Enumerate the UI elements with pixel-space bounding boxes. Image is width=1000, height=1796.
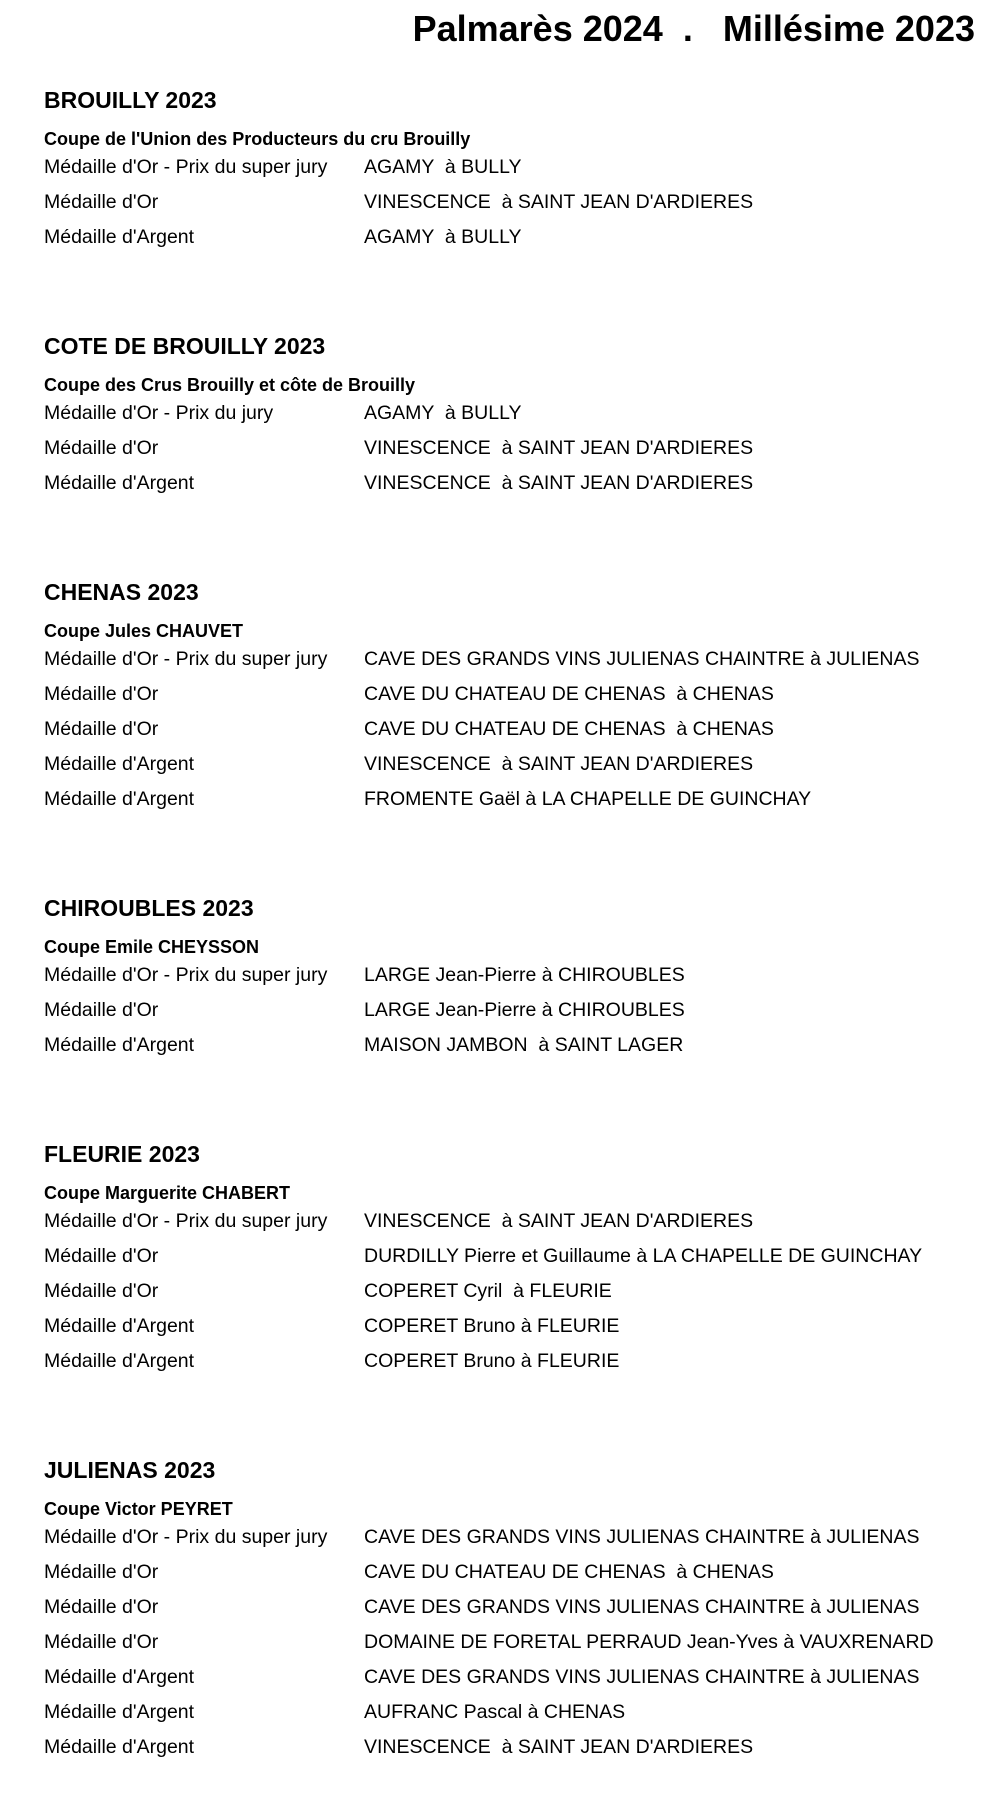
award-label: Médaille d'Or - Prix du super jury <box>44 1526 328 1548</box>
award-winner: LARGE Jean-Pierre à CHIROUBLES <box>364 964 685 986</box>
award-row <box>44 1346 974 1381</box>
award-row <box>44 222 974 257</box>
award-label: Médaille d'Or <box>44 191 159 213</box>
award-row <box>44 433 974 468</box>
award-label: Médaille d'Or - Prix du super jury <box>44 648 328 670</box>
award-winner: CAVE DU CHATEAU DE CHENAS à CHENAS <box>364 1561 774 1583</box>
award-label: Médaille d'Or - Prix du super jury <box>44 156 328 178</box>
cup-title: Coupe Victor PEYRET <box>44 1499 233 1519</box>
award-label: Médaille d'Argent <box>44 1350 195 1372</box>
award-winner: VINESCENCE à SAINT JEAN D'ARDIERES <box>364 1210 754 1232</box>
award-label: Médaille d'Or <box>44 999 159 1021</box>
award-winner: VINESCENCE à SAINT JEAN D'ARDIERES <box>364 437 754 459</box>
appellation-section-chiroubles <box>44 888 974 1134</box>
cup-title: Coupe de l'Union des Producteurs du cru Brouilly <box>44 129 471 149</box>
award-label: Médaille d'Argent <box>44 788 195 810</box>
award-winner: AGAMY à BULLY <box>364 226 522 248</box>
award-winner: DOMAINE DE FORETAL PERRAUD Jean-Yves à VAUXRENARD <box>364 1631 934 1653</box>
award-winner: VINESCENCE à SAINT JEAN D'ARDIERES <box>364 191 754 213</box>
cup-title: Coupe des Crus Brouilly et côte de Brouilly <box>44 375 416 395</box>
award-winner: COPERET Bruno à FLEURIE <box>364 1350 620 1372</box>
award-winner: CAVE DES GRANDS VINS JULIENAS CHAINTRE à JULIENAS <box>364 1526 920 1548</box>
award-winner: MAISON JAMBON à SAINT LAGER <box>364 1034 684 1056</box>
award-label: Médaille d'Or - Prix du super jury <box>44 1210 328 1232</box>
award-row <box>44 1522 974 1557</box>
section-title: BROUILLY 2023 <box>44 87 217 113</box>
award-label: Médaille d'Or <box>44 1245 159 1267</box>
award-row <box>44 1241 974 1276</box>
award-label: Médaille d'Argent <box>44 1315 195 1337</box>
award-row <box>44 1311 974 1346</box>
award-label: Médaille d'Or <box>44 1631 159 1653</box>
award-row <box>44 152 974 187</box>
award-label: Médaille d'Argent <box>44 472 195 494</box>
award-row <box>44 1557 974 1592</box>
award-row <box>44 1662 974 1697</box>
section-title: FLEURIE 2023 <box>44 1141 200 1167</box>
award-winner: DURDILLY Pierre et Guillaume à LA CHAPELLE DE GUINCHAY <box>364 1245 923 1267</box>
award-row <box>44 468 974 503</box>
award-row <box>44 1697 974 1732</box>
award-row <box>44 1627 974 1662</box>
award-winner: VINESCENCE à SAINT JEAN D'ARDIERES <box>364 472 754 494</box>
appellation-section-chenas <box>44 572 974 888</box>
award-winner: AGAMY à BULLY <box>364 156 522 178</box>
award-winner: LARGE Jean-Pierre à CHIROUBLES <box>364 999 685 1021</box>
award-row <box>44 960 974 995</box>
award-winner: COPERET Bruno à FLEURIE <box>364 1315 620 1337</box>
award-label: Médaille d'Argent <box>44 1701 195 1723</box>
award-row <box>44 187 974 222</box>
award-label: Médaille d'Or <box>44 437 159 459</box>
results-list <box>44 80 974 1758</box>
award-row <box>44 1030 974 1065</box>
award-row <box>44 1732 974 1767</box>
award-winner: COPERET Cyril à FLEURIE <box>364 1280 612 1302</box>
award-row <box>44 1206 974 1241</box>
appellation-section-fleurie <box>44 1134 974 1450</box>
award-row <box>44 1592 974 1627</box>
award-winner: AUFRANC Pascal à CHENAS <box>364 1701 626 1723</box>
award-row <box>44 398 974 433</box>
award-label: Médaille d'Or <box>44 718 159 740</box>
award-row <box>44 784 974 819</box>
award-row <box>44 644 974 679</box>
award-label: Médaille d'Or <box>44 1280 159 1302</box>
award-label: Médaille d'Or - Prix du super jury <box>44 964 328 986</box>
award-row <box>44 1276 974 1311</box>
award-winner: FROMENTE Gaël à LA CHAPELLE DE GUINCHAY <box>364 788 812 810</box>
award-label: Médaille d'Argent <box>44 1666 195 1688</box>
award-label: Médaille d'Argent <box>44 226 195 248</box>
award-label: Médaille d'Or <box>44 683 159 705</box>
section-title: JULIENAS 2023 <box>44 1457 216 1483</box>
award-winner: CAVE DES GRANDS VINS JULIENAS CHAINTRE à JULIENAS <box>364 1666 920 1688</box>
page-title: Palmarès 2024 . Millésime 2023 <box>412 8 975 49</box>
award-label: Médaille d'Or <box>44 1596 159 1618</box>
section-title: COTE DE BROUILLY 2023 <box>44 333 326 359</box>
section-title: CHIROUBLES 2023 <box>44 895 254 921</box>
award-row <box>44 714 974 749</box>
award-winner: VINESCENCE à SAINT JEAN D'ARDIERES <box>364 1736 754 1758</box>
award-label: Médaille d'Argent <box>44 1034 195 1056</box>
cup-title: Coupe Marguerite CHABERT <box>44 1183 291 1203</box>
award-row <box>44 995 974 1030</box>
award-label: Médaille d'Argent <box>44 1736 195 1758</box>
cup-title: Coupe Emile CHEYSSON <box>44 937 260 957</box>
cup-title: Coupe Jules CHAUVET <box>44 621 244 641</box>
award-winner: CAVE DU CHATEAU DE CHENAS à CHENAS <box>364 718 774 740</box>
award-row <box>44 679 974 714</box>
award-winner: AGAMY à BULLY <box>364 402 522 424</box>
award-label: Médaille d'Argent <box>44 753 195 775</box>
award-winner: CAVE DES GRANDS VINS JULIENAS CHAINTRE à JULIENAS <box>364 648 920 670</box>
appellation-section-brouilly <box>44 80 974 326</box>
award-label: Médaille d'Or - Prix du jury <box>44 402 274 424</box>
section-title: CHENAS 2023 <box>44 579 199 605</box>
award-winner: CAVE DES GRANDS VINS JULIENAS CHAINTRE à JULIENAS <box>364 1596 920 1618</box>
award-row <box>44 749 974 784</box>
award-winner: VINESCENCE à SAINT JEAN D'ARDIERES <box>364 753 754 775</box>
award-winner: CAVE DU CHATEAU DE CHENAS à CHENAS <box>364 683 774 705</box>
award-label: Médaille d'Or <box>44 1561 159 1583</box>
appellation-section-cote-de-brouilly <box>44 326 974 572</box>
appellation-section-julienas <box>44 1450 974 1758</box>
